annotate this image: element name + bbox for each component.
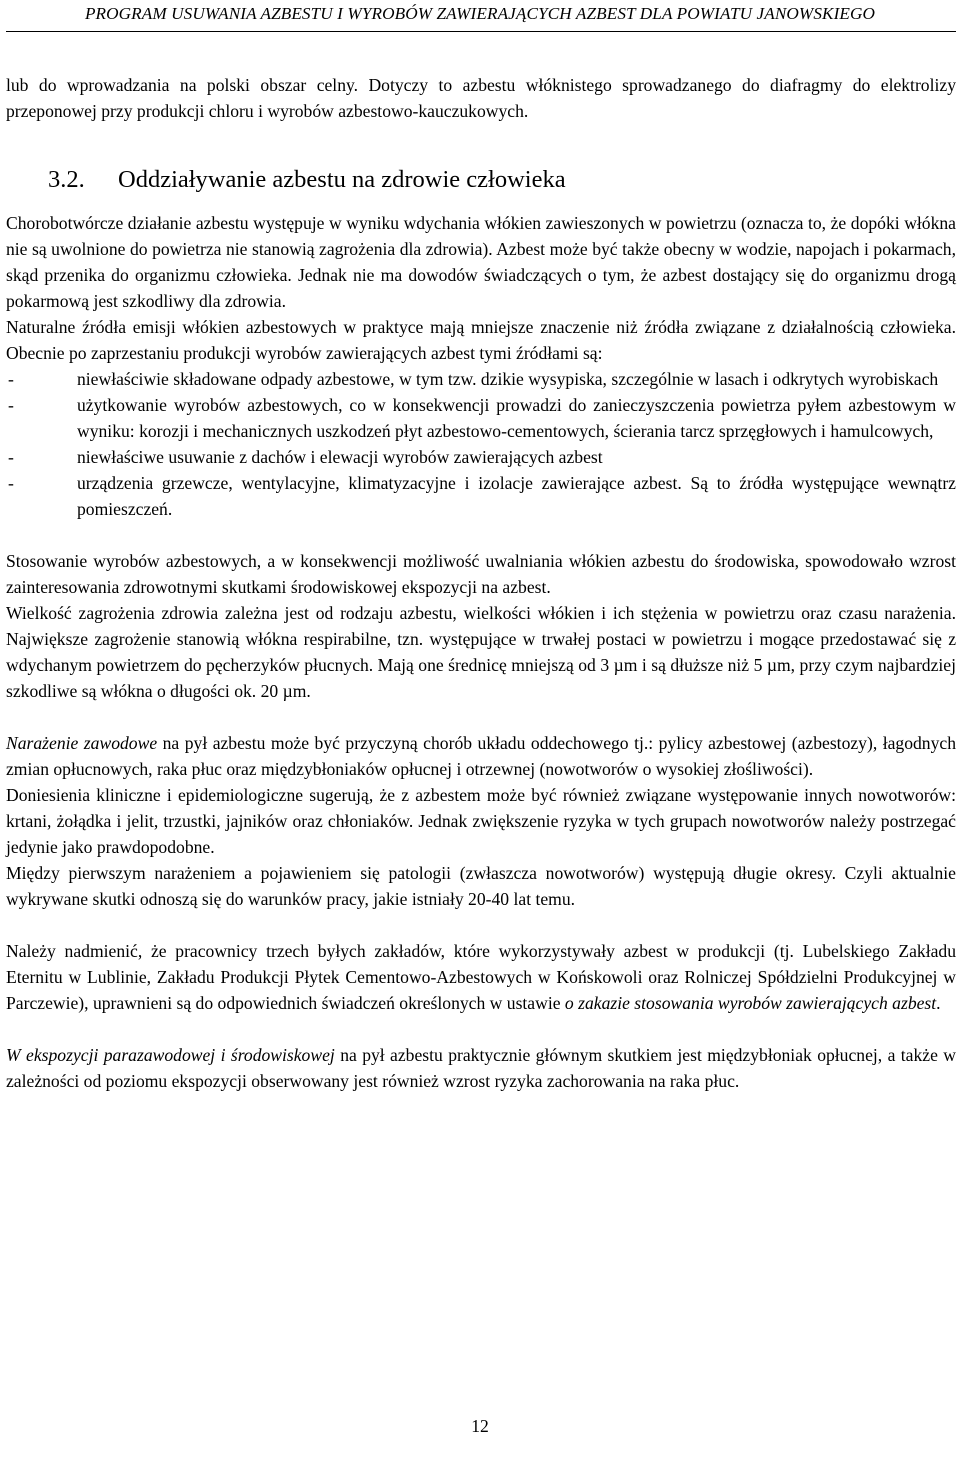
section-number: 3.2. <box>48 166 85 193</box>
paragraph-7: Między pierwszym narażeniem a pojawieniem się patologii (zwłaszcza nowotworów) występują długie okresy. Czyli aktualnie wykrywane skutki odnoszą się do warunków pracy, jakie istniały 20-40 lat temu. <box>6 863 956 909</box>
paragraph-3: Stosowanie wyrobów azbestowych, a w konsekwencji możliwość uwalniania włókien azbestu do środowiska, spowodowało wzrost zainteresowania zdrowotnymi skutkami środowiskowej ekspozycji na azbest. <box>6 551 956 597</box>
paragraph-9: W ekspozycji parazawodowej i środowiskowej na pył azbestu praktycznie głównym skutkiem jest międzybłoniak opłucnej, a także w zależności od poziomu ekspozycji obserwowany jest również wzrost ryzyka zachorowania na raka płuc. <box>6 1045 956 1091</box>
section-heading <box>48 164 956 196</box>
sources-list <box>6 366 956 522</box>
law-title: o zakazie stosowania wyrobów zawierających azbest <box>564 993 937 1013</box>
spacer <box>6 912 956 938</box>
paragraph-5: Narażenie zawodowe na pył azbestu może być przyczyną chorób układu oddechowego tj.: pylicy azbestowej (azbestozy), łagodnych zmian opłucnowych, raka płuc oraz międzybłoniaków opłucnej i otrzewnej (nowotworów o wysokiej złośliwości). <box>6 733 956 779</box>
section-title: Oddziaływanie azbestu na zdrowie człowieka <box>118 166 566 193</box>
intro-paragraph: lub do wprowadzania na polski obszar celny. Dotyczy to azbestu włóknistego sprowadzanego do diafragmy do elektrolizy przeponowej przy produkcji chloru i wyrobów azbestowo-kauczukowych. <box>6 75 956 121</box>
paragraph-8: Należy nadmienić, że pracownicy trzech byłych zakładów, które wykorzystywały azbest w produkcji (tj. Lubelskiego Zakładu Eternitu w Lublinie, Zakładu Produkcji Płytek Cementowo-Azbestowych w Końskowoli oraz Rolniczej Spółdzielni Produkcyjnej w Parczewie), uprawnieni są do odpowiednich świadczeń określonych w ustawie o zakazie stosowania wyrobów zawierających azbest. <box>6 941 956 1013</box>
spacer <box>6 522 956 548</box>
running-header: PROGRAM USUWANIA AZBESTU I WYROBÓW ZAWIERAJĄCYCH AZBEST DLA POWIATU JANOWSKIEGO <box>84 4 876 23</box>
list-item: - niewłaściwe usuwanie z dachów i elewacji wyrobów zawierających azbest <box>6 444 956 470</box>
page-number: 12 <box>471 1416 489 1436</box>
italic-term: W ekspozycji parazawodowej i środowiskowej <box>6 1045 335 1065</box>
list-item: - użytkowanie wyrobów azbestowych, co w konsekwencji prowadzi do zanieczyszczenia powietrza pyłem azbestowym w wyniku: korozji i mechanicznych uszkodzeń płyt azbestowo-cementowych, ścierania tarcz sprzęgłowych i hamulcowych, <box>6 392 956 444</box>
paragraph-2: Naturalne źródła emisji włókien azbestowych w praktyce mają mniejsze znaczenie niż źródła związane z działalnością człowieka. Obecnie po zaprzestaniu produkcji wyrobów zawierających azbest tymi źródłami są: <box>6 317 956 363</box>
list-item: - niewłaściwie składowane odpady azbestowe, w tym tzw. dzikie wysypiska, szczególnie w lasach i odkrytych wyrobiskach <box>6 366 956 392</box>
paragraph-6: Doniesienia kliniczne i epidemiologiczne sugerują, że z azbestem może być również związane występowanie innych nowotworów: krtani, żołądka i jelit, trzustki, jajników oraz chłoniaków. Jednak zwiększenie ryzyka w tych grupach nowotworów należy postrzegać jedynie jako prawdopodobne. <box>6 785 956 857</box>
page-content <box>6 72 956 1094</box>
spacer <box>6 704 956 730</box>
paragraph-1: Chorobotwórcze działanie azbestu występuje w wyniku wdychania włókien zawieszonych w powietrzu (oznacza to, że dopóki włókna nie są uwolnione do powietrza nie stanowią zagrożenia dla zdrowia). Azbest może być także obecny w wodzie, napojach i pokarmach, skąd przenika do organizmu człowieka. Jednak nie ma dowodów świadczących o tym, że azbest dostający się do organizmu drogą pokarmową jest szkodliwy dla zdrowia. <box>6 213 956 311</box>
spacer <box>6 1016 956 1042</box>
list-item: - urządzenia grzewcze, wentylacyjne, klimatyzacyjne i izolacje zawierające azbest. Są to źródła występujące wewnątrz pomieszczeń. <box>6 470 956 522</box>
header-divider <box>6 31 956 32</box>
italic-term: Narażenie zawodowe <box>6 733 158 753</box>
paragraph-4: Wielkość zagrożenia zdrowia zależna jest od rodzaju azbestu, wielkości włókien i ich stężenia w powietrzu oraz czasu narażenia. Największe zagrożenie stanowią włókna respirabilne, tzn. występujące w trwałej postaci w powietrzu i mogące przedostawać się z wdychanym powietrzem do pęcherzyków płucnych. Mają one średnicę mniejszą od 3 µm i są dłuższe niż 5 µm, przy czym najbardziej szkodliwe są włókna o długości ok. 20 µm. <box>6 603 956 701</box>
